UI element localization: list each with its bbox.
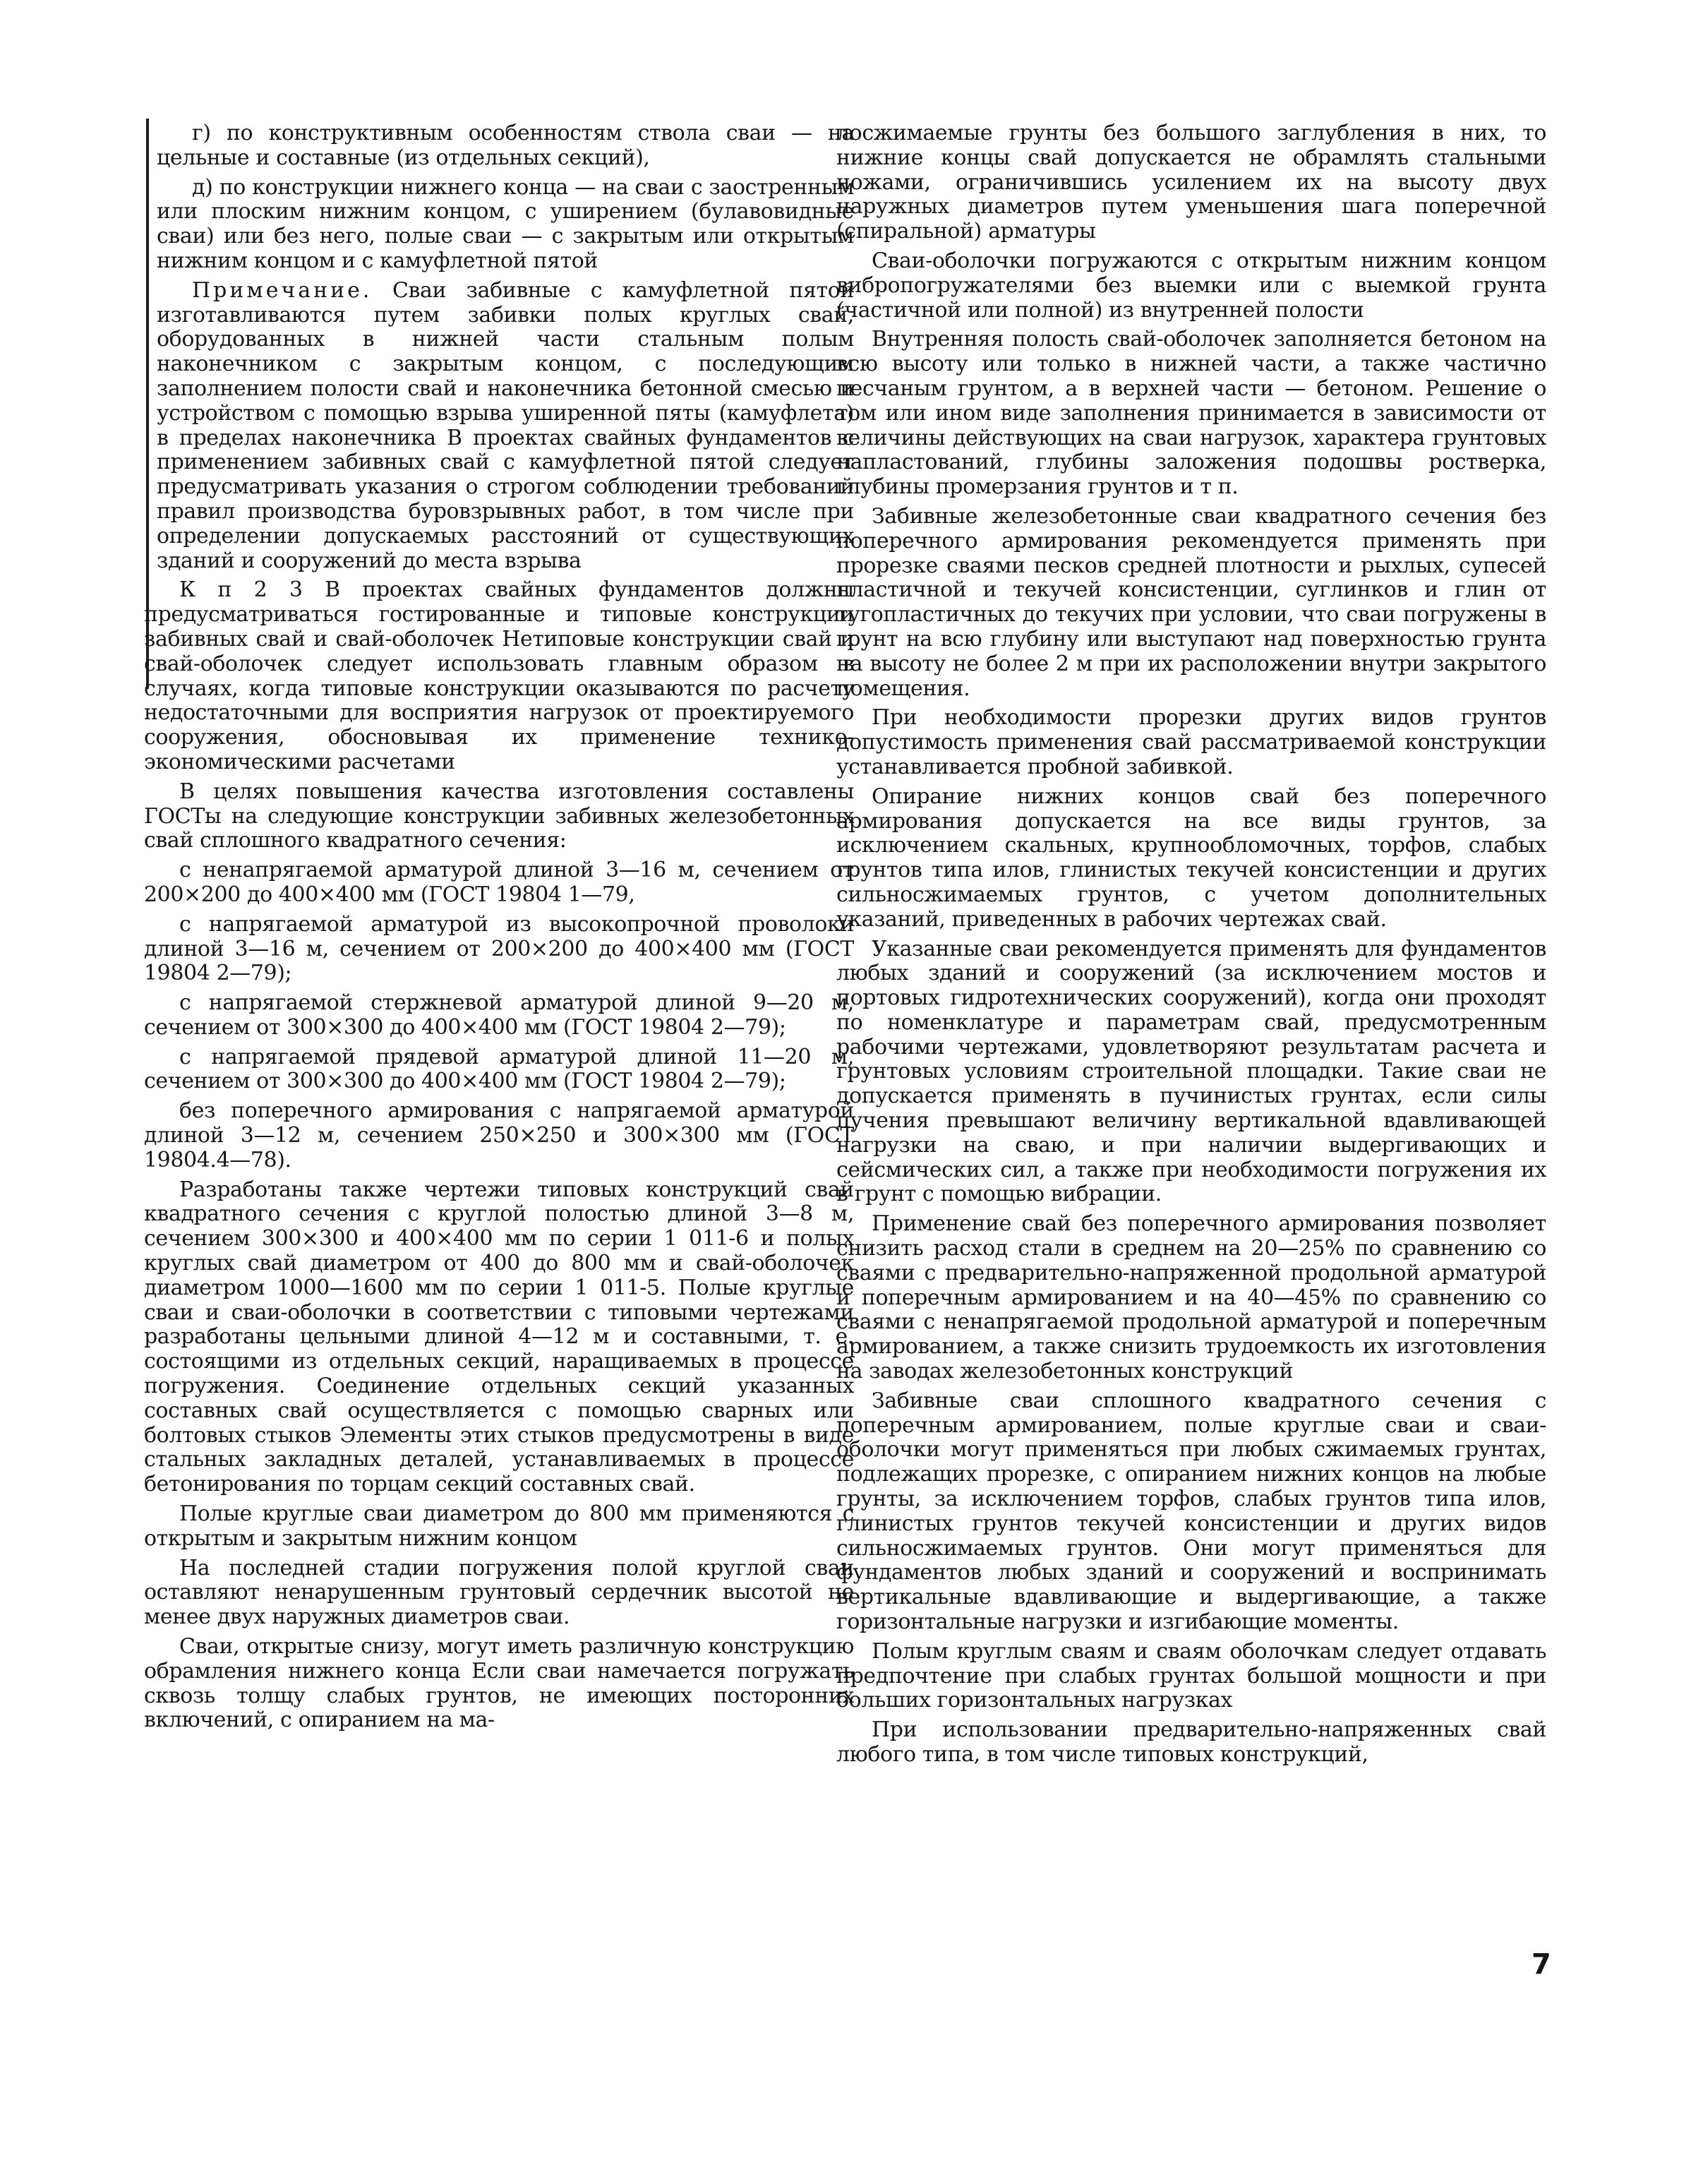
paragraph: лосжимаемые грунты без большого заглубления в них, то нижние концы свай допускается не обрамлять стальными ножами, ограничившись усилением их на высоту двух наружных диаметров путем уменьшения шага поперечной (спиральной) арматуры (836, 121, 1546, 244)
paragraph: Забивные сваи сплошного квадратного сечения с поперечным армированием, полые круглые сваи и сваи-оболочки могут применяться при любых сжимаемых грунтах, подлежащих прорезке, с опиранием нижних концов на любые грунты, за исключением торфов, слабых грунтов типа илов, глинистых грунтов текучей консистенции и других видов сильносжимаемых грунтов. Они могут применяться для фундаментов любых зданий и сооружений и воспринимать вертикальные вдавливающие и выдергивающие, а также горизонтальные нагрузки и изгибающие моменты. (836, 1388, 1546, 1635)
page-number: 7 (1531, 1948, 1551, 1981)
paragraph: Применение свай без поперечного армирования позволяет снизить расход стали в среднем на 20—25% по сравнению со сваями с предварительно-напряженной продольной арматурой и поперечным армированием и на 40—45% по сравнению со сваями с ненапрягаемой продольной арматурой и поперечным армированием, а также снизить трудоемкость их изготовления на заводах железобетонных конструкций (836, 1211, 1546, 1384)
left-column (144, 121, 854, 1738)
paragraph: Полым круглым сваям и сваям оболочкам следует отдавать предпочтение при слабых грунтах большой мощности и при больших горизонтальных нагрузках (836, 1638, 1546, 1713)
list-item: с напрягаемой арматурой из высокопрочной проволоки длиной 3—16 м, сечением от 200×200 до 400×400 мм (ГОСТ 19804 2—79); (144, 911, 854, 986)
boxed-section (144, 121, 854, 573)
paragraph: Полые круглые сваи диаметром до 800 мм применяются с открытым и закрытым нижним концом (144, 1501, 854, 1551)
paragraph: Сваи, открытые снизу, могут иметь различную конструкцию обрамления нижнего конца Если сваи намечается погружать сквозь толщу слабых грунтов, не имеющих посторонних включений, с опиранием на ма- (144, 1634, 854, 1733)
paragraph: г) по конструктивным особенностям ствола сваи — на цельные и составные (из отдельных секций), (157, 121, 854, 170)
list-item: с напрягаемой прядевой арматурой длиной 11—20 м, сечением от 300×300 до 400×400 мм (ГОСТ 19804 2—79); (144, 1044, 854, 1094)
note-text: Сваи забивные с камуфлетной пятой изготавливаются путем забивки полых круглых свай, оборудованных в нижней части стальным полым наконечником с закрытым концом, с последующим заполнением полости свай и наконечника бетонной смесью и устройством с помощью взрыва уширенной пяты (камуфлета) в пределах наконечника В проектах свайных фундаментов с применением забивных свай с камуфлетной пятой следует предусматривать указания о строгом соблюдении требований правил производства буровзрывных работ, в том числе при определении допускаемых расстояний от существующих зданий и сооружений до места взрыва (157, 277, 854, 573)
paragraph: Опирание нижних концов свай без поперечного армирования допускается на все виды грунтов, за исключением скальных, крупнообломочных, торфов, слабых грунтов типа илов, глинистых текучей консистенции и других сильносжимаемых грунтов, с учетом дополнительных указаний, приведенных в рабочих чертежах свай. (836, 784, 1546, 932)
paragraph: Указанные сваи рекомендуется применять для фундаментов любых зданий и сооружений (за исключением мостов и портовых гидротехнических сооружений), когда они проходят по номенклатуре и параметрам свай, предусмотренным рабочими чертежами, удовлетворяют результатам расчета и грунтовых условиям строительной площадки. Такие сваи не допускается применять в пучинистых грунтах, если силы пучения превышают величину вертикальной вдавливающей нагрузки на сваю, и при наличии выдергивающих и сейсмических сил, а также при необходимости погружения их в грунт с помощью вибрации. (836, 936, 1546, 1207)
paragraph: Внутренняя полость свай-оболочек заполняется бетоном на всю высоту или только в нижней части, а также частично песчаным грунтом, а в верхней части — бетоном. Решение о том или ином виде заполнения принимается в зависимости от величины действующих на сваи нагрузок, характера грунтовых напластований, глубины заложения подошвы ростверка, глубины промерзания грунтов и т п. (836, 327, 1546, 500)
list-item: с ненапрягаемой арматурой длиной 3—16 м, сечением от 200×200 до 400×400 мм (ГОСТ 19804 1—79, (144, 858, 854, 907)
note-label: Примечание. (192, 277, 373, 303)
section-ref: К п 2 3 (179, 577, 303, 603)
paragraph: На последней стадии погружения полой круглой сваи оставляют ненарушенным грунтовый сердечник высотой не менее двух наружных диаметров сваи. (144, 1555, 854, 1630)
right-column (836, 121, 1546, 1772)
section-text: В проектах свайных фундаментов должны предусматриваться гостированные и типовые конструкции забивных свай и свай-оболочек Нетиповые конструкции свай и свай-оболочек следует использовать главным образом в случаях, когда типовые конструкции оказываются по расчету недостаточными для восприятия нагрузок от проектируемого сооружения, обосновывая их применение технико-экономическими расчетами (144, 577, 854, 774)
paragraph: Сваи-оболочки погружаются с открытым нижним концом вибропогружателями без выемки или с выемкой грунта (частичной или полной) из внутренней полости (836, 248, 1546, 323)
list-item: без поперечного армирования с напрягаемой арматурой длиной 3—12 м, сечением 250×250 и 300×300 мм (ГОСТ 19804.4—78). (144, 1098, 854, 1172)
section-paragraph (144, 578, 854, 774)
paragraph: д) по конструкции нижнего конца — на сваи с заостренным или плоским нижним концом, с уширением (булавовидные сваи) или без него, полые сваи — с закрытым или открытым нижним концом и с камуфлетной пятой (157, 174, 854, 273)
paragraph: При использовании предварительно-напряженных свай любого типа, в том числе типовых конструкций, (836, 1717, 1546, 1767)
paragraph: В целях повышения качества изготовления составлены ГОСТы на следующие конструкции забивных железобетонных свай сплошного квадратного сечения: (144, 779, 854, 853)
list-item: с напрягаемой стержневой арматурой длиной 9—20 м, сечением от 300×300 до 400×400 мм (ГОСТ 19804 2—79); (144, 990, 854, 1040)
paragraph: Забивные железобетонные сваи квадратного сечения без поперечного армирования рекомендуется применять при прорезке сваями песков средней плотности и рыхлых, супесей пластичной и текучей консистенции, суглинков и глин от тугопластичных до текучих при условии, что сваи погружены в грунт на всю глубину или выступают над поверхностью грунта на высоту не более 2 м при их расположении внутри закрытого помещения. (836, 503, 1546, 701)
note-paragraph (157, 279, 854, 574)
paragraph: Разработаны также чертежи типовых конструкций свай квадратного сечения с круглой полостью длиной 3—8 м, сечением 300×300 и 400×400 мм по серии 1 011-6 и полых круглых свай диаметром от 400 до 800 мм и свай-оболочек диаметром 1000—1600 мм по серии 1 011-5. Полые круглые сваи и сваи-оболочки в соответствии с типовыми чертежами разработаны цельными длиной 4—12 м и составными, т. е. состоящими из отдельных секций, наращиваемых в процессе погружения. Соединение отдельных секций указанных составных свай осуществляется с помощью сварных или болтовых стыков Элементы этих стыков предусмотрены в виде стальных закладных деталей, устанавливаемых в процессе бетонирования по торцам секций составных свай. (144, 1177, 854, 1497)
paragraph: При необходимости прорезки других видов грунтов допустимость применения свай рассматриваемой конструкции устанавливается пробной забивкой. (836, 705, 1546, 779)
